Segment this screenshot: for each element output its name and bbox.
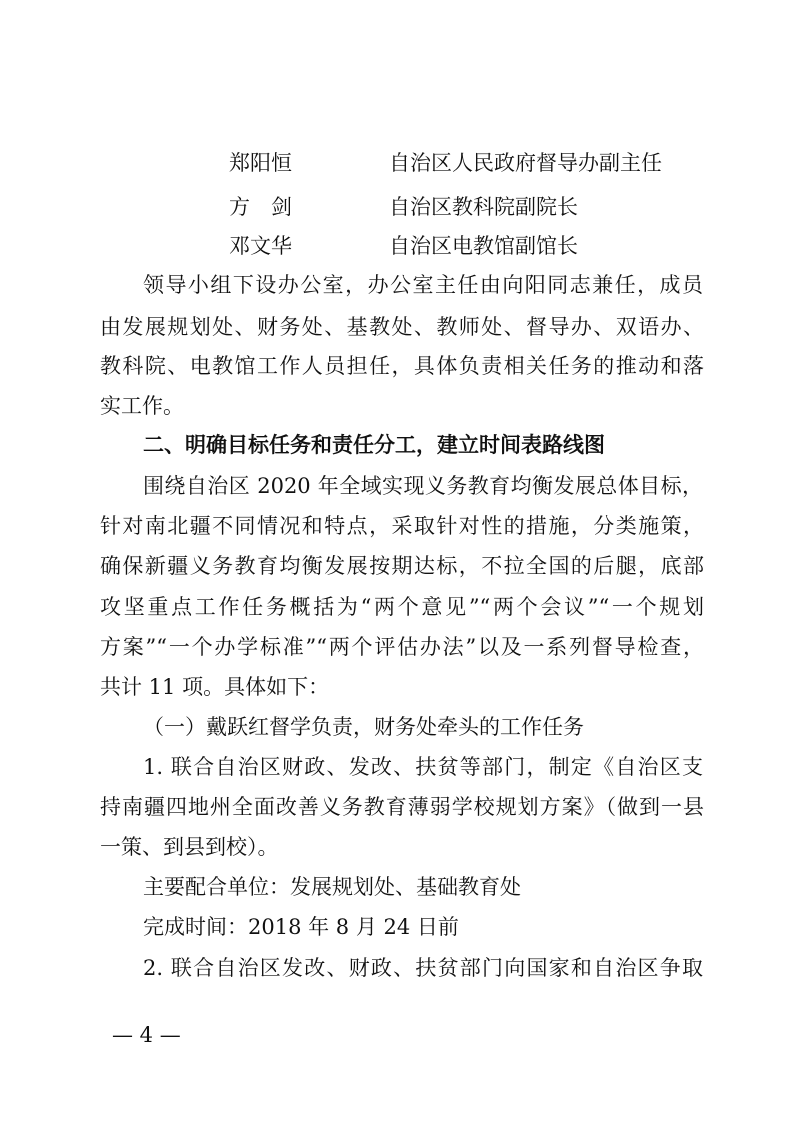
paragraph-line: 针对南北疆不同情况和特点，采取针对性的措施，分类施策， xyxy=(100,514,704,538)
paragraph-line: 攻坚重点工作任务概括为“两个意见”“两个会议”“一个规划 xyxy=(100,595,704,619)
task-line: 1. 联合自治区财政、发改、扶贫等部门，制定《自治区支 xyxy=(143,755,703,779)
section-heading: 二、明确目标任务和责任分工，建立时间表路线图 xyxy=(143,433,605,457)
page-number: — 4 — xyxy=(112,1023,181,1047)
paragraph-line: 教科院、电教馆工作人员担任，具体负责相关任务的推动和落 xyxy=(100,354,704,378)
task-line: 2. 联合自治区发改、财政、扶贫部门向国家和自治区争取 xyxy=(143,956,703,980)
member-name: 方 剑 xyxy=(229,195,292,219)
paragraph-line: 确保新疆义务教育均衡发展按期达标，不拉全国的后腿，底部 xyxy=(100,554,704,578)
member-title: 自治区教科院副院长 xyxy=(389,195,578,219)
paragraph-line: 实工作。 xyxy=(100,394,184,418)
paragraph-line: 围绕自治区 2020 年全域实现义务教育均衡发展总体目标， xyxy=(143,474,703,498)
task-partners: 主要配合单位：发展规划处、基础教育处 xyxy=(143,875,521,899)
paragraph-line: 共计 11 项。具体如下： xyxy=(100,675,330,699)
paragraph-line: 方案”“一个办学标准”“两个评估办法”以及一系列督导检查， xyxy=(100,635,704,659)
member-name: 邓文华 xyxy=(229,234,292,258)
member-title: 自治区人民政府督导办副主任 xyxy=(389,151,662,175)
task-deadline: 完成时间：2018 年 8 月 24 日前 xyxy=(143,915,459,939)
task-line: 持南疆四地州全面改善义务教育薄弱学校规划方案》（做到一县 xyxy=(100,795,704,819)
subsection-heading: （一）戴跃红督学负责，财务处牵头的工作任务 xyxy=(143,715,584,739)
member-title: 自治区电教馆副馆长 xyxy=(389,234,578,258)
task-line: 一策、到县到校）。 xyxy=(100,835,279,859)
paragraph-line: 领导小组下设办公室，办公室主任由向阳同志兼任，成员 xyxy=(143,273,703,297)
member-name: 郑阳恒 xyxy=(229,151,292,175)
paragraph-line: 由发展规划处、财务处、基教处、教师处、督导办、双语办、 xyxy=(100,315,704,339)
